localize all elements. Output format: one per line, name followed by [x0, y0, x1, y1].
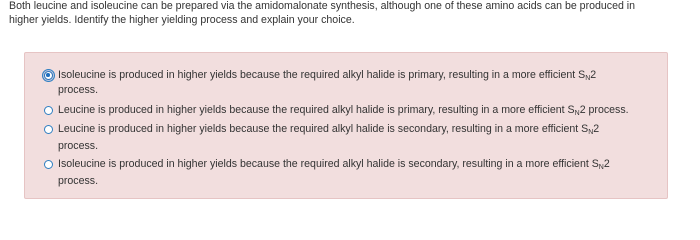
option-1-label-line-2: process.	[58, 84, 99, 96]
option-4-label	[58, 158, 610, 171]
radio-button-option-4[interactable]	[44, 160, 53, 169]
option-3-label	[58, 123, 599, 136]
option-3-tail: 2	[593, 123, 600, 135]
radio-button-option-3[interactable]	[44, 125, 53, 134]
option-1-text: Isoleucine is produced in higher yields because the required alkyl halide is primary, resulting in a more efficient S	[58, 69, 586, 81]
option-2-tail: 2 process.	[579, 104, 629, 116]
option-3-text: Leucine is produced in higher yields because the required alkyl halide is secondary, resulting in a more efficient S	[58, 123, 589, 135]
option-4-text: Isoleucine is produced in higher yields because the required alkyl halide is secondary, resulting in a more efficient S	[58, 158, 599, 170]
option-2-text: Leucine is produced in higher yields because the required alkyl halide is primary, resulting in a more efficient S	[58, 104, 575, 116]
option-1-subscript: N	[585, 75, 591, 82]
option-2-subscript: N	[574, 110, 580, 117]
option-4-tail: 2	[603, 158, 610, 170]
answer-options-panel	[24, 52, 668, 199]
radio-button-option-2[interactable]	[44, 106, 53, 115]
option-1-tail: 2	[590, 69, 597, 81]
option-3-subscript: N	[588, 129, 594, 136]
radio-button-option-1[interactable]	[44, 71, 53, 80]
option-4-subscript: N	[598, 164, 604, 171]
option-1-label	[58, 69, 596, 82]
question-line-1: Both leucine and isoleucine can be prepared via the amidomalonate synthesis, although one of these amino acids can be produced in	[9, 0, 636, 12]
option-3-label-line-2: process.	[58, 140, 99, 152]
option-2-label	[58, 104, 629, 117]
question-text	[9, 0, 693, 27]
question-line-2: higher yields. Identify the higher yielding process and explain your choice.	[9, 13, 355, 26]
option-4-label-line-2: process.	[58, 175, 99, 187]
